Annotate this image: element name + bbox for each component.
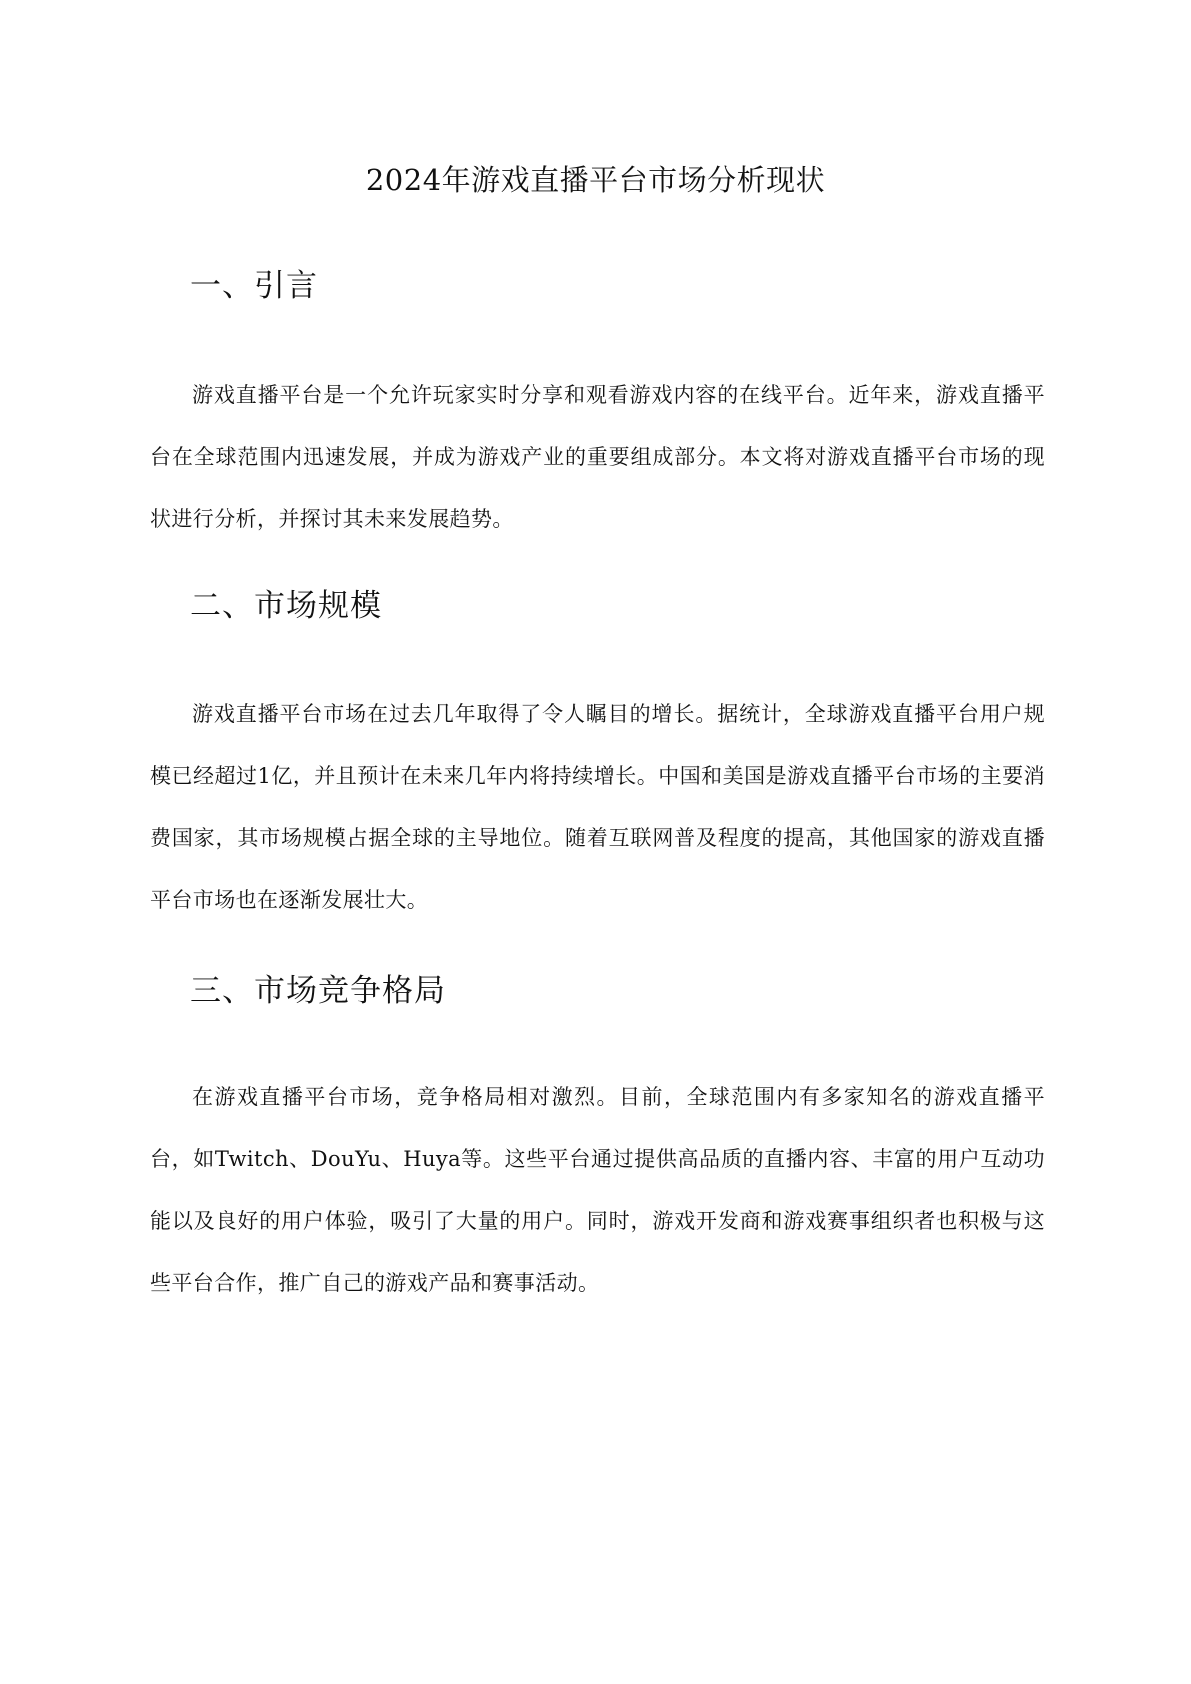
- document-title: 2024年游戏直播平台市场分析现状: [365, 163, 826, 197]
- section-heading-intro: 一、引言: [190, 268, 318, 304]
- section-paragraph-market-size: 游戏直播平台市场在过去几年取得了令人瞩目的增长。据统计，全球游戏直播平台用户规模已经超过1亿，并且预计在未来几年内将持续增长。中国和美国是游戏直播平台市场的主要消费国家，其市场规模占据全球的主导地位。随着互联网普及程度的提高，其他国家的游戏直播平台市场也在逐渐发展壮大。: [150, 702, 1045, 912]
- section-paragraph-competition: 在游戏直播平台市场，竞争格局相对激烈。目前，全球范围内有多家知名的游戏直播平台，如Twitch、DouYu、Huya等。这些平台通过提供高品质的直播内容、丰富的用户互动功能以及良好的用户体验，吸引了大量的用户。同时，游戏开发商和游戏赛事组织者也积极与这些平台合作，推广自己的游戏产品和赛事活动。: [150, 1085, 1045, 1295]
- section-paragraph-intro: 游戏直播平台是一个允许玩家实时分享和观看游戏内容的在线平台。近年来，游戏直播平台在全球范围内迅速发展，并成为游戏产业的重要组成部分。本文将对游戏直播平台市场的现状进行分析，并探讨其未来发展趋势。: [150, 383, 1045, 531]
- section-heading-competition: 三、市场竞争格局: [190, 973, 446, 1009]
- section-heading-market-size: 二、市场规模: [190, 588, 382, 624]
